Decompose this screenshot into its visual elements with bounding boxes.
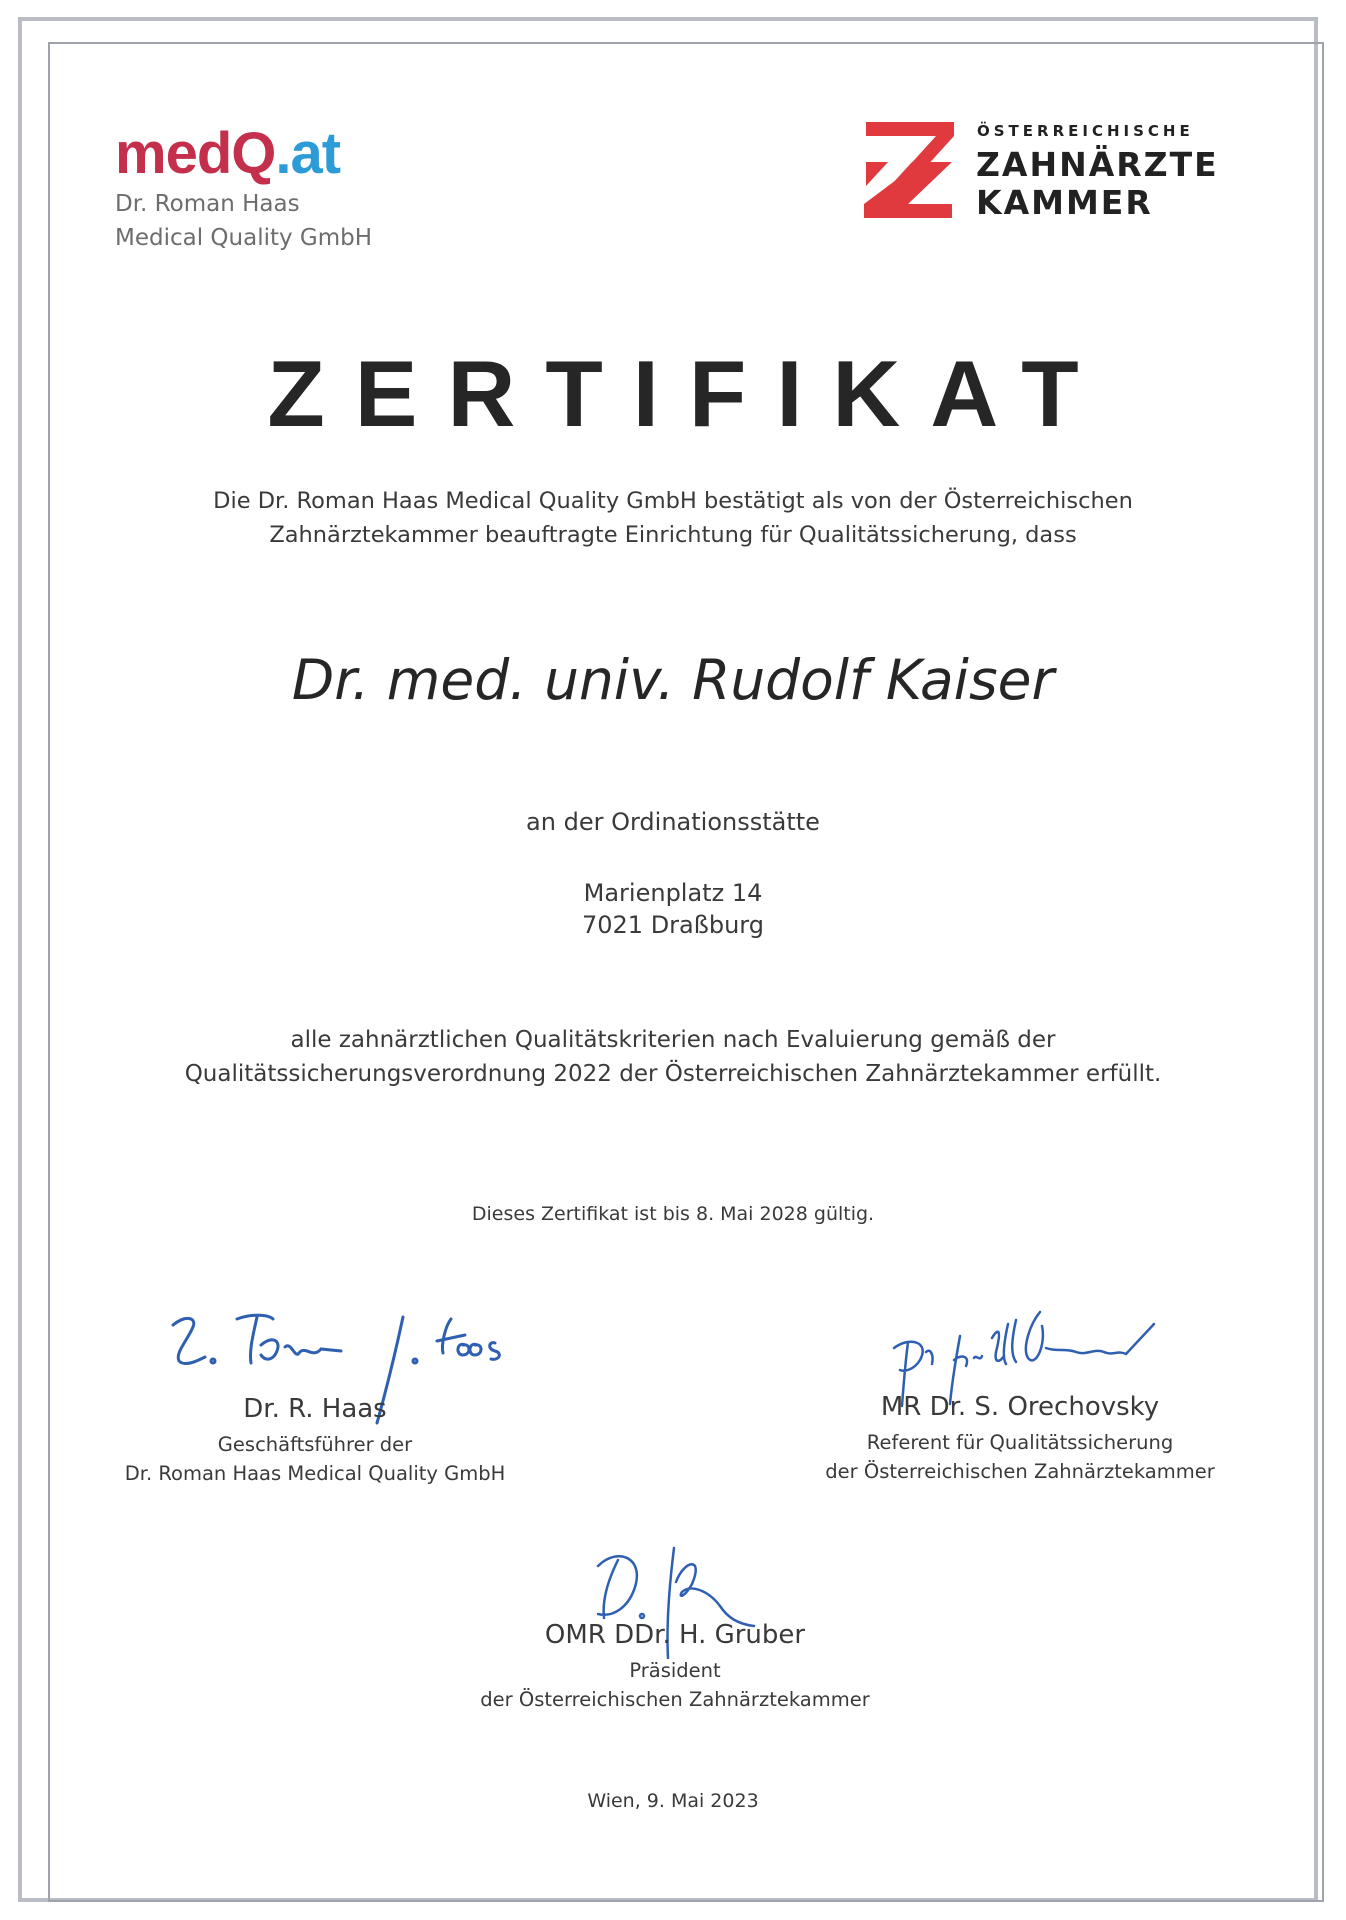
signatory-orechovsky (790, 1390, 1250, 1486)
practice-address (0, 877, 1346, 941)
signatory-haas (100, 1392, 530, 1488)
signatory-role-line-1: Geschäftsführer der (217, 1433, 413, 1456)
dental-chamber-logo (864, 122, 1224, 222)
medq-logo-line-2: Medical Quality GmbH (115, 225, 373, 251)
criteria-text: alle zahnärztlichen Qualitätskriterien nach Evaluierung gemäß der Qualitätssicherungsverordnung 2022 der Österreichischen Zahnärztekammer erfüllt. (184, 1027, 1162, 1087)
certificate-title: ZERTIFIKAT (267, 341, 1109, 446)
signatory-role-line-2: der Österreichischen Zahnärztekammer (825, 1460, 1215, 1483)
address-city: 7021 Draßburg (581, 911, 764, 939)
recipient-name: Dr. med. univ. Rudolf Kaiser (291, 648, 1055, 712)
medq-logo-line-1: Dr. Roman Haas (115, 191, 300, 217)
location-label: an der Ordinationsstätte (526, 808, 820, 836)
medq-brand: medQ.at (115, 121, 341, 186)
place-and-date: Wien, 9. Mai 2023 (587, 1790, 759, 1812)
chamber-logo-line-3: KAMMER (976, 183, 1153, 222)
signatory-role-line-2: der Österreichischen Zahnärztekammer (480, 1688, 870, 1711)
signatory-role-line-2: Dr. Roman Haas Medical Quality GmbH (124, 1462, 506, 1485)
medq-logo (115, 121, 373, 255)
signatory-name: Dr. R. Haas (243, 1394, 387, 1424)
validity-statement: Dieses Zertifikat ist bis 8. Mai 2028 gültig. (471, 1203, 875, 1225)
chamber-logo-line-1: ÖSTERREICHISCHE (977, 122, 1194, 140)
signatory-role-line-1: Referent für Qualitätssicherung (866, 1431, 1174, 1454)
chamber-logo-line-2: ZAHNÄRZTE (976, 145, 1219, 184)
signatory-role-line-1: Präsident (629, 1659, 721, 1682)
signatory-gruber (450, 1618, 900, 1714)
intro-text: Die Dr. Roman Haas Medical Quality GmbH bestätigt als von der Österreichischen Zahnärztekammer beauftragte Einrichtung für Qualitätssicherung, dass (213, 488, 1133, 548)
signatory-name: MR Dr. S. Orechovsky (880, 1392, 1160, 1422)
zz-logo-icon (864, 122, 954, 218)
signatory-name: OMR DDr. H. Gruber (544, 1620, 806, 1650)
address-street: Marienplatz 14 (583, 879, 763, 907)
